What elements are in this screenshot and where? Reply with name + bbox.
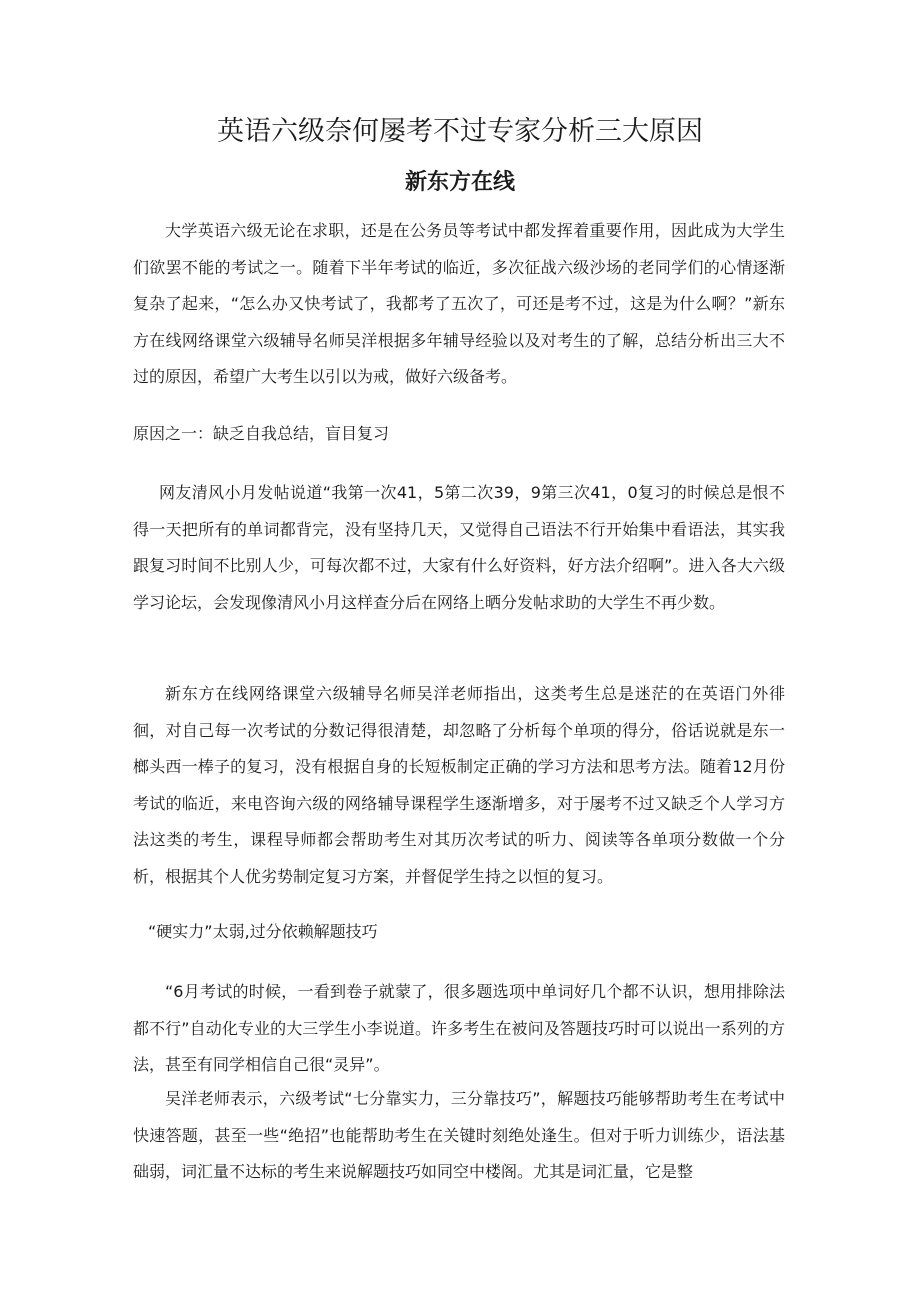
reason1-paragraph-1: 网友清风小月发帖说道“我第一次41，5第二次39，9第三次41，0复习的时候总是恨不得一天把所有的单词都背完，没有坚持几天，又觉得自己语法不行开始集中看语法，其实我跟复习时间不比别人少，可每次都不过，大家有什么好资料，好方法介绍啊”。进入各大六级学习论坛，会发现像清风小月这样查分后在网络上晒分发帖求助的大学生不再少数。 (133, 483, 785, 612)
intro-paragraph: 大学英语六级无论在求职，还是在公务员等考试中都发挥着重要作用，因此成为大学生们欲罢不能的考试之一。随着下半年考试的临近，多次征战六级沙场的老同学们的心情逐渐复杂了起来，“怎么办又快考试了，我都考了五次了，可还是考不过，这是为什么啊？”新东方在线网络课堂六级辅导名师吴洋根据多年辅导经验以及对考生的了解，总结分析出三大不过的原因，希望广大考生以引以为戒，做好六级备考。 (133, 221, 785, 386)
reason2-paragraph-2: 吴洋老师表示，六级考试“七分靠实力，三分靠技巧”，解题技巧能够帮助考生在考试中快速答题，甚至一些“绝招”也能帮助考生在关键时刻绝处逢生。但对于听力训练少，语法基础弱，词汇量不达标的考生来说解题技巧如同空中楼阁。尤其是词汇量，它是整 (133, 1089, 785, 1181)
reason2-paragraph-1: “6月考试的时候，一看到卷子就蒙了，很多题选项中单词好几个都不认识，想用排除法都不行”自动化专业的大三学生小李说道。许多考生在被问及答题技巧时可以说出一系列的方法，甚至有同学相信自己很“灵异”。 (133, 982, 785, 1074)
reason2-heading: “硬实力”太弱,过分依赖解题技巧 (148, 922, 378, 941)
reason1-heading: 原因之一：缺乏自我总结，盲目复习 (133, 424, 390, 443)
document-title: 英语六级奈何屡考不过专家分析三大原因 (217, 116, 703, 147)
document-source: 新东方在线 (404, 170, 515, 195)
reason1-paragraph-2: 新东方在线网络课堂六级辅导名师吴洋老师指出，这类考生总是迷茫的在英语门外徘徊，对自己每一次考试的分数记得很清楚，却忽略了分析每个单项的得分，俗话说就是东一榔头西一棒子的复习，没有根据自身的长短板制定正确的学习方法和思考方法。随着12月份考试的临近，来电咨询六级的网络辅导课程学生逐渐增多，对于屡考不过又缺乏个人学习方法这类的考生，课程导师都会帮助考生对其历次考试的听力、阅读等各单项分数做一个分析，根据其个人优劣势制定复习方案，并督促学生持之以恒的复习。 (133, 684, 785, 886)
